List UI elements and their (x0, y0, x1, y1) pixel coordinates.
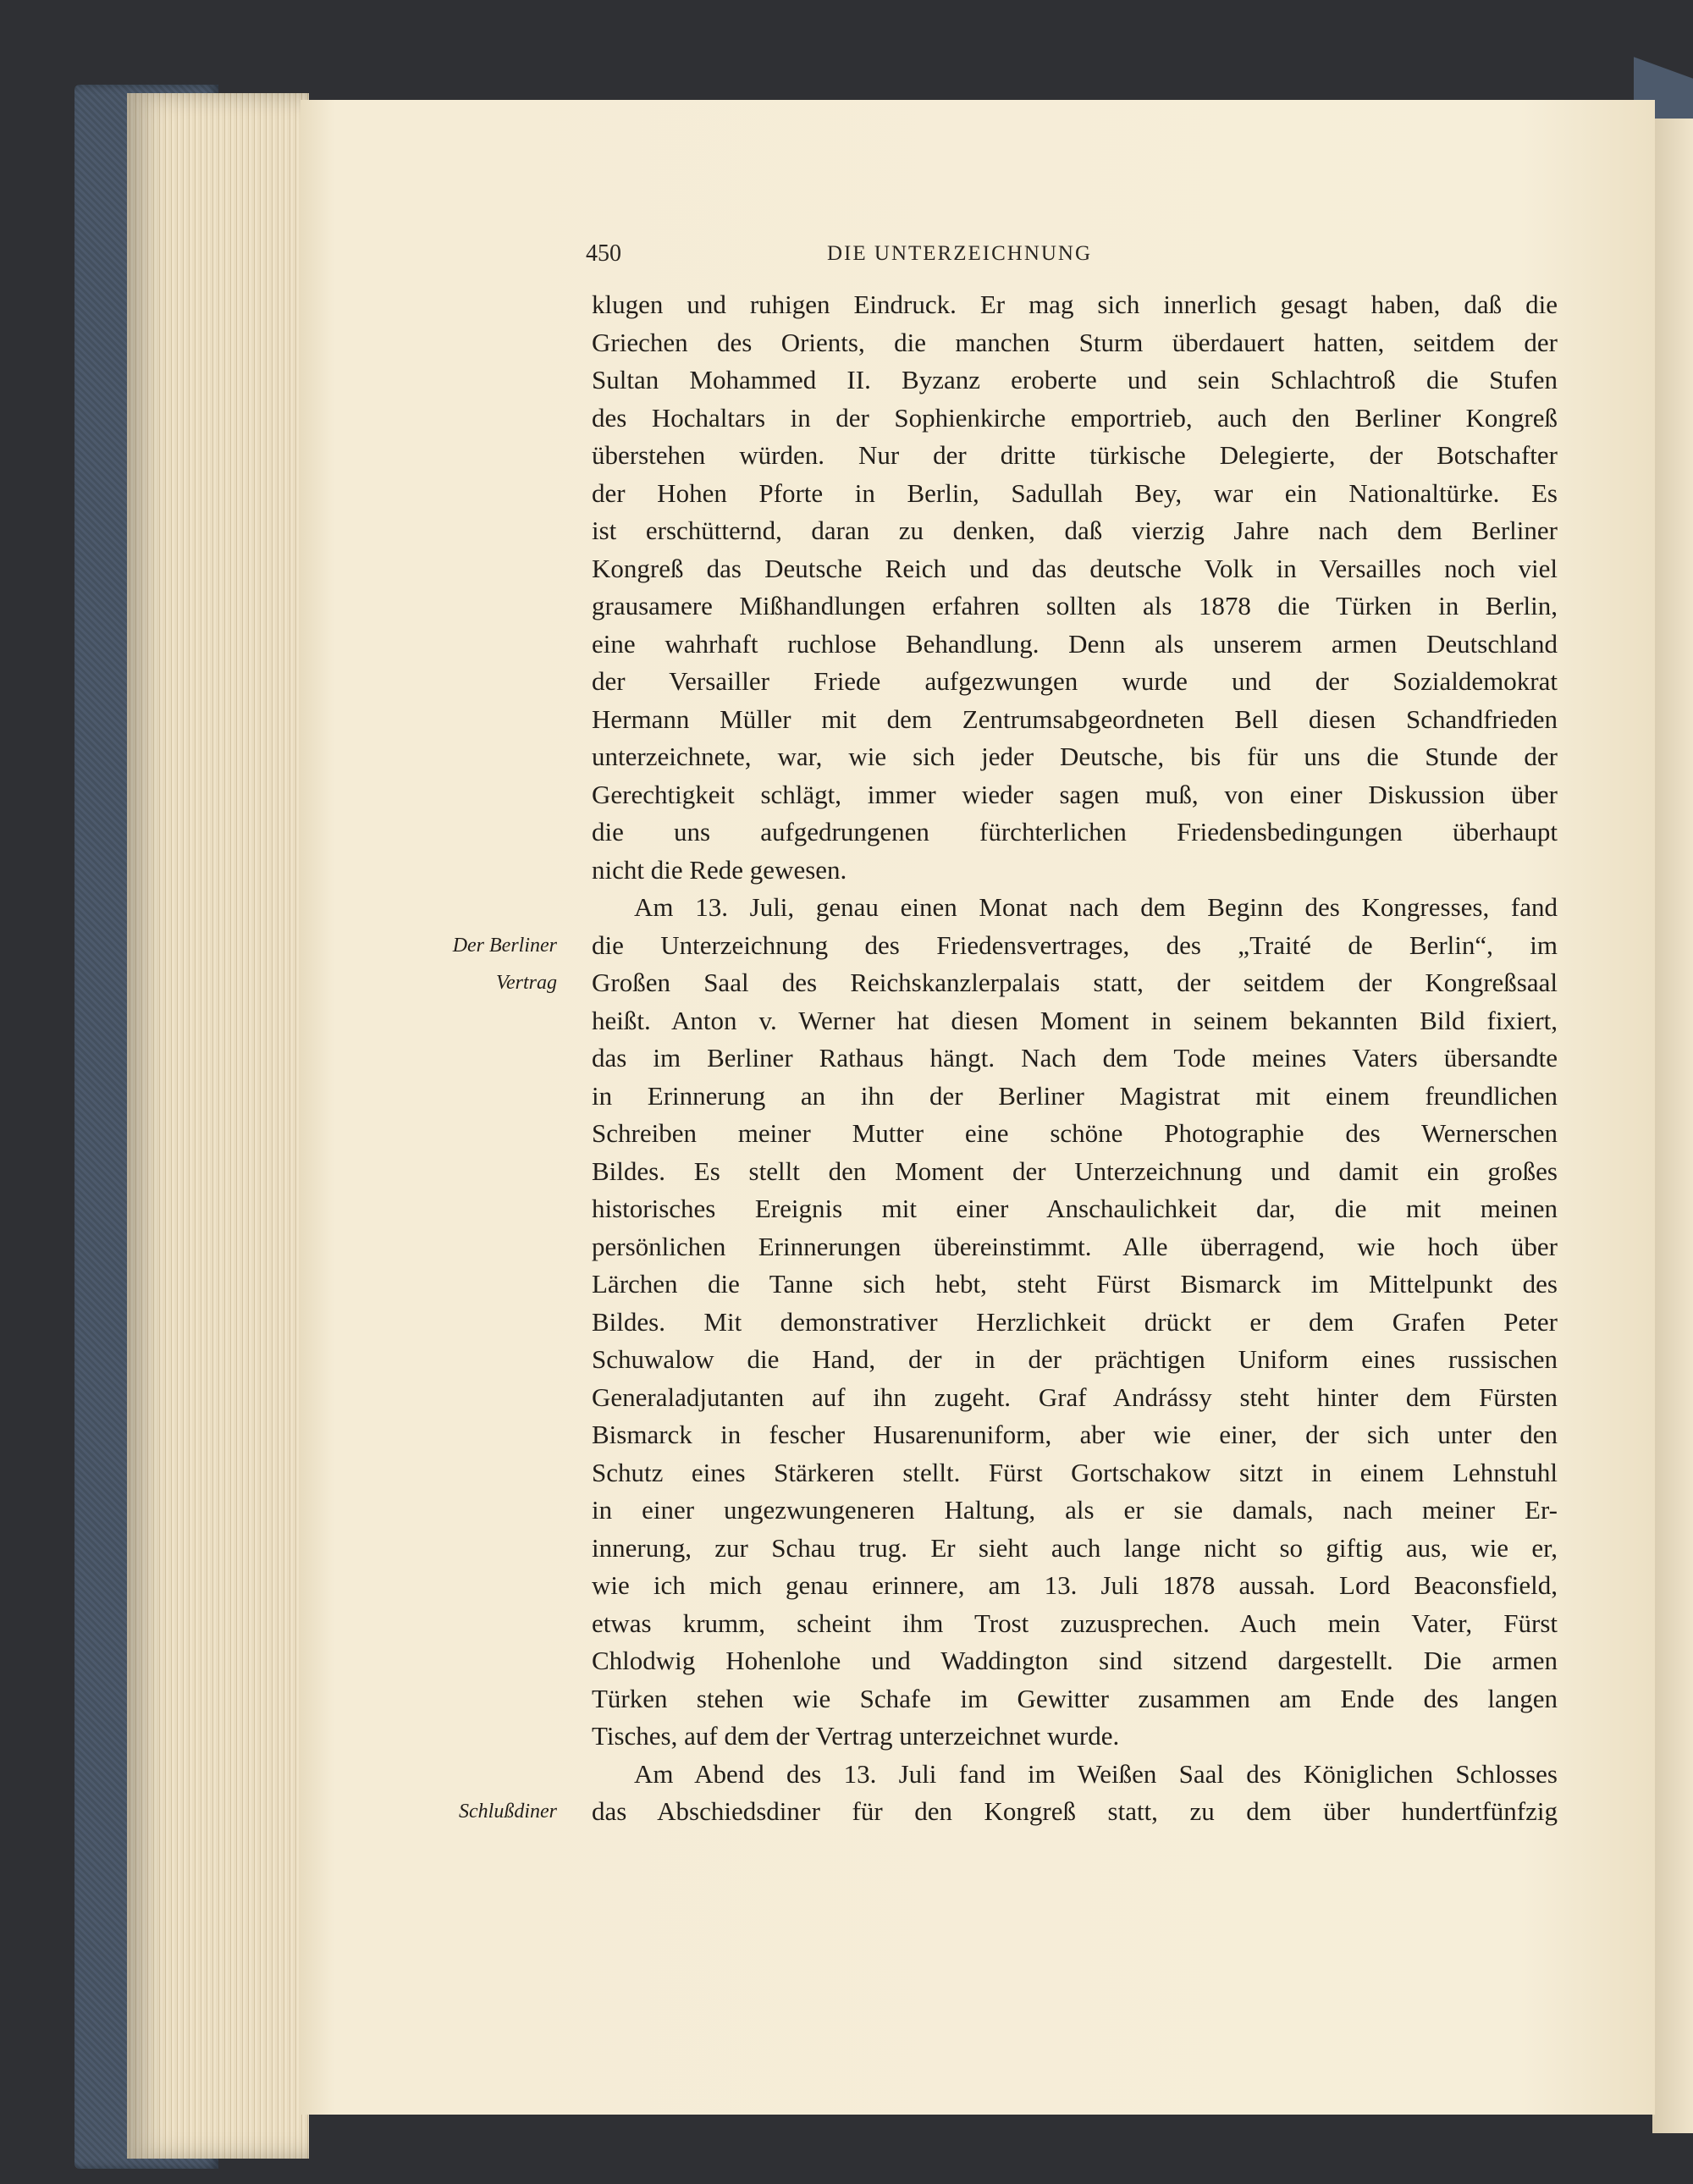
text-line: Tisches, auf dem der Vertrag unterzeichnet wurde. (592, 1721, 1120, 1751)
text-line: Hermann Müller mit dem Zentrumsabgeordneten Bell diesen Schandfrieden (592, 703, 1558, 734)
text-line: klugen und ruhigen Eindruck. Er mag sich innerlich gesagt haben, daß die (592, 290, 1558, 319)
margin-note: Der Berliner (452, 934, 557, 957)
text-line: die uns aufgedrungenen fürchterlichen Friedensbedingungen überhaupt (592, 817, 1558, 847)
text-line: Sultan Mohammed II. Byzanz eroberte und sein Schlachtroß die Stufen (592, 365, 1558, 394)
body-text (592, 286, 1558, 1831)
text-line: die Unterzeichnung des Friedensvertrages, des „Traité de Berlin“, im (592, 929, 1558, 960)
page-header (586, 240, 1558, 274)
text-line: Chlodwig Hohenlohe und Waddington sind sitzend dargestellt. Die armen (592, 1646, 1558, 1675)
text-line: Schreiben meiner Mutter eine schöne Photographie des Wernerschen (592, 1118, 1558, 1148)
text-line: Lärchen die Tanne sich hebt, steht Fürst Bismarck im Mittelpunkt des (592, 1269, 1558, 1299)
page-edges (127, 93, 309, 2159)
text-line: Türken stehen wie Schafe im Gewitter zusammen am Ende des langen (592, 1683, 1558, 1713)
text-line: des Hochaltars in der Sophienkirche emportrieb, auch den Berliner Kongreß (592, 402, 1558, 433)
text-line: heißt. Anton v. Werner hat diesen Moment in seinem bekannten Bild fixiert, (592, 1005, 1558, 1035)
text-line: in Erinnerung an ihn der Berliner Magistrat mit einem freundlichen (592, 1080, 1558, 1111)
text-line: Generaladjutanten auf ihn zugeht. Graf Andrássy steht hinter dem Fürsten (592, 1382, 1558, 1412)
text-line: nicht die Rede gewesen. (592, 854, 847, 885)
text-line: Schuwalow die Hand, der in der prächtigen Uniform eines russischen (592, 1344, 1558, 1374)
text-line: Bildes. Mit demonstrativer Herzlichkeit drückt er dem Grafen Peter (592, 1306, 1558, 1337)
text-line: Gerechtigkeit schlägt, immer wieder sagen muß, von einer Diskussion über (592, 779, 1558, 809)
text-line: der Hohen Pforte in Berlin, Sadullah Bey, war ein Nationaltürke. Es (592, 477, 1558, 508)
text-line: innerung, zur Schau trug. Er sieht auch lange nicht so giftig aus, wie er, (592, 1532, 1558, 1563)
text-line: grausamere Mißhandlungen erfahren sollten als 1878 die Türken in Berlin, (592, 591, 1558, 620)
facing-page-edge (1652, 119, 1693, 2133)
page-number: 450 (586, 240, 621, 267)
text-line: Kongreß das Deutsche Reich und das deutsche Volk in Versailles noch viel (592, 553, 1558, 583)
text-line: Schutz eines Stärkeren stellt. Fürst Gortschakow sitzt in einem Lehnstuhl (592, 1457, 1558, 1487)
text-line: Griechen des Orients, die manchen Sturm überdauert hatten, seitdem der (592, 327, 1558, 357)
running-title: DIE UNTERZEICHNUNG (827, 242, 1093, 265)
text-line: eine wahrhaft ruchlose Behandlung. Denn als unserem armen Deutschland (592, 628, 1558, 659)
text-line: Am 13. Juli, genau einen Monat nach dem Beginn des Kongresses, fand (634, 892, 1558, 922)
text-line: das Abschiedsdiner für den Kongreß statt, zu dem über hundertfünfzig (592, 1796, 1558, 1826)
text-line: das im Berliner Rathaus hängt. Nach dem Tode meines Vaters übersandte (592, 1043, 1558, 1073)
text-line: historisches Ereignis mit einer Anschaulichkeit dar, die mit meinen (592, 1194, 1558, 1223)
text-line: ist erschütternd, daran zu denken, daß vierzig Jahre nach dem Berliner (592, 516, 1558, 545)
text-line: etwas krumm, scheint ihm Trost zuzusprechen. Auch mein Vater, Fürst (592, 1608, 1558, 1638)
text-line: in einer ungezwungeneren Haltung, als er sie damals, nach meiner Er- (592, 1495, 1558, 1525)
text-line: überstehen würden. Nur der dritte türkische Delegierte, der Botschafter (592, 440, 1558, 470)
text-line: der Versailler Friede aufgezwungen wurde und der Sozialdemokrat (592, 666, 1558, 696)
text-line: wie ich mich genau erinnere, am 13. Juli 1878 aussah. Lord Beaconsfield, (592, 1570, 1558, 1600)
text-line: Bismarck in fescher Husarenuniform, aber wie einer, der sich unter den (592, 1420, 1558, 1449)
text-line: Bildes. Es stellt den Moment der Unterzeichnung und damit ein großes (592, 1155, 1558, 1186)
margin-note: Schlußdiner (459, 1801, 557, 1823)
text-line: Am Abend des 13. Juli fand im Weißen Saal des Königlichen Schlosses (634, 1758, 1558, 1789)
text-line: Großen Saal des Reichskanzlerpalais statt, der seitdem der Kongreßsaal (592, 968, 1558, 997)
text-line: persönlichen Erinnerungen übereinstimmt. Alle überragend, wie hoch über (592, 1231, 1558, 1261)
text-line: unterzeichnete, war, wie sich jeder Deutsche, bis für uns die Stunde der (592, 742, 1558, 771)
margin-note: Vertrag (496, 972, 557, 994)
